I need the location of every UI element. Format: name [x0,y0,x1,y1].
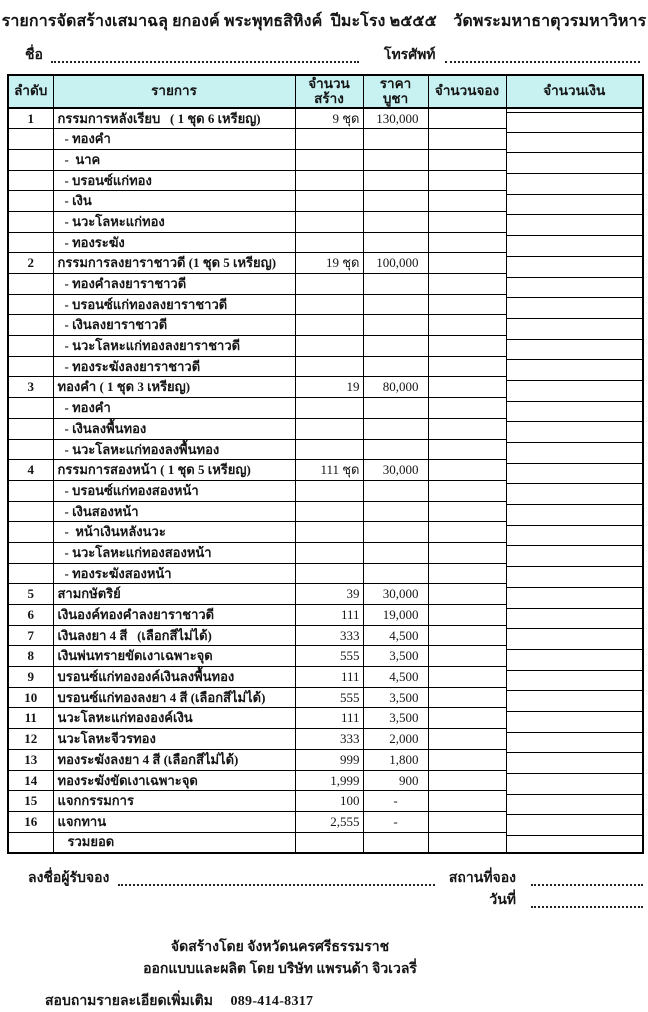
amount-cell [506,708,643,729]
qty-cell [295,522,363,543]
reserve-cell [428,211,506,232]
item-cell: กรรมการลงยาราชาวดี (1 ชุด 5 เหรียญ) [53,253,295,274]
amount-cell [506,191,643,212]
table-row [8,315,643,336]
price-cell [363,191,428,212]
qty-cell: 111 ชุด [295,460,363,481]
amount-cell [506,480,643,501]
item-cell: - ทองคำลงยาราชาวดี [53,274,295,295]
qty-cell: 9 ชุด [295,108,363,129]
contact-phone: 089-414-8317 [230,994,314,1010]
index-cell [8,439,53,460]
reserve-cell [428,480,506,501]
index-cell: 5 [8,584,53,605]
qty-cell: 333 [295,729,363,750]
table-row [8,791,643,812]
item-cell: - เงินลงยาราชาวดี [53,315,295,336]
table-row [8,749,643,770]
price-cell [363,211,428,232]
amount-cell [506,170,643,191]
qty-cell [295,149,363,170]
qty-cell [295,294,363,315]
price-cell [363,501,428,522]
price-cell [363,418,428,439]
qty-cell [295,336,363,357]
item-cell: - ทองระฆัง [53,232,295,253]
index-cell: 14 [8,770,53,791]
reserve-cell [428,605,506,626]
index-cell [8,398,53,419]
reserve-cell [428,439,506,460]
reserve-cell [428,356,506,377]
reserve-cell [428,377,506,398]
qty-cell: 1,999 [295,770,363,791]
amount-cell [506,542,643,563]
reserve-cell [428,542,506,563]
amount-cell [506,605,643,626]
table-row [8,149,643,170]
sign-label: ลงชื่อผู้รับจอง [28,870,110,886]
table-row [8,356,643,377]
table-row [8,584,643,605]
reserve-cell [428,294,506,315]
price-cell [363,439,428,460]
place-label: สถานที่จอง [448,870,516,886]
index-cell: 9 [8,667,53,688]
qty-cell [295,232,363,253]
name-fill-line [51,59,359,63]
index-cell [8,418,53,439]
table-row [8,211,643,232]
table-body [8,108,643,853]
reserve-cell [428,398,506,419]
phone-label: โทรศัพท์ [383,48,436,63]
producer-note [0,937,560,982]
amount-cell [506,418,643,439]
header-qty-line1: จำนวน [308,75,350,91]
created-by-line: จัดสร้างโดย จังหวัดนครศรีธรรมราช [170,939,390,955]
qty-cell [295,398,363,419]
table-row [8,646,643,667]
index-cell [8,832,53,853]
table-row [8,480,643,501]
index-cell [8,522,53,543]
date-fill-line [531,904,643,908]
reserve-cell [428,501,506,522]
item-cell: แจกกรรมการ [53,791,295,812]
table-row [8,563,643,584]
index-cell: 7 [8,625,53,646]
index-cell: 10 [8,687,53,708]
table-row [8,294,643,315]
item-cell: ทองระฆังขัดเงาเฉพาะจุด [53,770,295,791]
item-cell: - ทองคำ [53,398,295,419]
item-cell: - ทองระฆังสองหน้า [53,563,295,584]
price-cell [363,832,428,853]
index-cell [8,170,53,191]
qty-cell [295,211,363,232]
index-cell [8,356,53,377]
amount-cell [506,460,643,481]
price-cell [363,356,428,377]
qty-cell: 19 ชุด [295,253,363,274]
qty-cell [295,274,363,295]
item-cell: - ทองระฆังลงยาราชาวดี [53,356,295,377]
item-cell: เงินลงยา 4 สี (เลือกสีไม่ได้) [53,625,295,646]
reserve-cell [428,232,506,253]
order-table [7,74,644,854]
table-row [8,522,643,543]
index-cell: 12 [8,729,53,750]
index-cell [8,211,53,232]
table-row [8,191,643,212]
item-cell: รวมยอด [53,832,295,853]
table-row [8,625,643,646]
table-row [8,108,643,129]
amount-cell [506,398,643,419]
qty-cell: 39 [295,584,363,605]
reserve-cell [428,625,506,646]
index-cell: 3 [8,377,53,398]
item-cell: - บรอนซ์แก่ทอง [53,170,295,191]
signature-row-2 [28,889,643,911]
qty-cell [295,832,363,853]
qty-cell: 100 [295,791,363,812]
index-cell: 2 [8,253,53,274]
price-cell [363,398,428,419]
qty-cell: 19 [295,377,363,398]
price-cell [363,149,428,170]
qty-cell [295,356,363,377]
table-row [8,170,643,191]
amount-cell [506,770,643,791]
price-cell: 130,000 [363,108,428,129]
reserve-cell [428,667,506,688]
index-cell: 6 [8,605,53,626]
document-title: รายการจัดสร้างเสมาฉลุ ยกองค์ พระพุทธสิหิงค์ ปีมะโรง ๒๕๕๕ วัดพระมหาธาตุวรมหาวิหาร [1,13,647,30]
amount-cell [506,667,643,688]
item-cell: บรอนซ์แก่ทองลงยา 4 สี (เลือกสีไม่ได้) [53,687,295,708]
amount-cell [506,749,643,770]
amount-cell [506,646,643,667]
reserve-cell [428,253,506,274]
reserve-cell [428,274,506,295]
amount-cell [506,336,643,357]
reserve-cell [428,832,506,853]
item-cell: สามกษัตริย์ [53,584,295,605]
index-cell: 11 [8,708,53,729]
header-price-line1: ราคา [379,75,412,91]
item-cell: แจกทาน [53,811,295,832]
reserve-cell [428,336,506,357]
index-cell: 8 [8,646,53,667]
amount-cell [506,791,643,812]
price-cell: 3,500 [363,646,428,667]
amount-cell [506,625,643,646]
table-row [8,418,643,439]
reserve-cell [428,749,506,770]
price-cell [363,315,428,336]
price-cell: 4,500 [363,625,428,646]
price-cell: 900 [363,770,428,791]
qty-cell [295,439,363,460]
table-row [8,605,643,626]
qty-cell [295,191,363,212]
header-item: รายการ [53,75,295,108]
index-cell [8,232,53,253]
item-cell: - เงินลงพื้นทอง [53,418,295,439]
price-cell: 2,000 [363,729,428,750]
qty-cell: 555 [295,646,363,667]
index-cell [8,129,53,150]
table-row [8,729,643,750]
table-row [8,129,643,150]
table-row [8,811,643,832]
amount-cell [506,563,643,584]
amount-cell [506,211,643,232]
reserve-cell [428,791,506,812]
item-cell: บรอนซ์แก่ทององค์เงินลงพื้นทอง [53,667,295,688]
qty-cell: 2,555 [295,811,363,832]
qty-cell: 999 [295,749,363,770]
amount-cell [506,294,643,315]
reserve-cell [428,770,506,791]
amount-cell [506,129,643,150]
index-cell [8,149,53,170]
qty-cell: 111 [295,667,363,688]
amount-cell [506,439,643,460]
qty-cell: 555 [295,687,363,708]
price-cell: - [363,791,428,812]
index-cell [8,274,53,295]
signature-row-1 [28,867,643,889]
table-header-row [8,75,643,108]
index-cell [8,563,53,584]
header-price [363,75,428,108]
price-cell [363,294,428,315]
reserve-cell [428,811,506,832]
reserve-cell [428,315,506,336]
index-cell: 13 [8,749,53,770]
price-cell [363,232,428,253]
index-cell [8,336,53,357]
index-cell: 1 [8,108,53,129]
sign-fill-line [118,882,434,886]
reserve-cell [428,708,506,729]
amount-cell [506,356,643,377]
amount-cell [506,687,643,708]
item-cell: เงินพ่นทรายขัดเงาเฉพาะจุด [53,646,295,667]
table-row [8,542,643,563]
item-cell: เงินองค์ทองคำลงยาราชาวดี [53,605,295,626]
item-cell: - นวะโลหะแก่ทอง [53,211,295,232]
price-cell [363,274,428,295]
table-row [8,687,643,708]
amount-cell [506,584,643,605]
amount-cell [506,149,643,170]
item-cell: - นวะโลหะแก่ทองลงพื้นทอง [53,439,295,460]
designed-by-line: ออกแบบและผลิต โดย บริษัท แพรนด้า จิวเวลรี่ [143,962,417,978]
qty-cell: 111 [295,605,363,626]
index-cell: 15 [8,791,53,812]
item-cell: - เงิน [53,191,295,212]
index-cell: 16 [8,811,53,832]
reserve-cell [428,149,506,170]
header-amount: จำนวนเงิน [506,75,643,108]
item-cell: - นาค [53,149,295,170]
item-cell: - บรอนซ์แก่ทองสองหน้า [53,480,295,501]
item-cell: - นวะโลหะแก่ทองสองหน้า [53,542,295,563]
name-phone-line [25,43,640,66]
price-cell [363,129,428,150]
index-cell [8,501,53,522]
qty-cell [295,542,363,563]
item-cell: - หน้าเงินหลังนวะ [53,522,295,543]
item-cell: ทองระฆังลงยา 4 สี (เลือกสีไม่ได้) [53,749,295,770]
table-row [8,336,643,357]
item-cell: - บรอนซ์แก่ทองลงยาราชาวดี [53,294,295,315]
qty-cell [295,315,363,336]
index-cell [8,191,53,212]
table-row [8,377,643,398]
reserve-cell [428,522,506,543]
price-cell: 30,000 [363,460,428,481]
price-cell: 100,000 [363,253,428,274]
qty-cell: 333 [295,625,363,646]
table-row [8,667,643,688]
item-cell: - ทองคำ [53,129,295,150]
table-row [8,274,643,295]
item-cell: กรรมการสองหน้า ( 1 ชุด 5 เหรียญ) [53,460,295,481]
amount-cell [506,501,643,522]
index-cell [8,315,53,336]
amount-cell [506,108,643,129]
amount-cell [506,522,643,543]
table-row [8,460,643,481]
qty-cell [295,563,363,584]
table-row [8,708,643,729]
reserve-cell [428,191,506,212]
item-cell: นวะโลหะแก่ทององค์เงิน [53,708,295,729]
price-cell: 3,500 [363,687,428,708]
qty-cell [295,129,363,150]
price-cell: - [363,811,428,832]
reserve-cell [428,108,506,129]
qty-cell [295,418,363,439]
reserve-cell [428,460,506,481]
item-cell: - เงินสองหน้า [53,501,295,522]
index-cell [8,542,53,563]
reserve-cell [428,687,506,708]
header-qty-line2: สร้าง [314,90,344,106]
table-row [8,232,643,253]
reserve-cell [428,563,506,584]
header-reserve: จำนวนจอง [428,75,506,108]
date-label: วันที่ [489,892,516,908]
place-fill-line [531,882,643,886]
price-cell: 4,500 [363,667,428,688]
qty-cell [295,480,363,501]
header-index: ลำดับ [8,75,53,108]
header-price-line2: บูชา [382,90,409,106]
reserve-cell [428,129,506,150]
total-row [8,832,643,853]
amount-cell [506,729,643,750]
amount-cell [506,811,643,832]
table-row [8,501,643,522]
qty-cell [295,501,363,522]
amount-cell [506,253,643,274]
item-cell: ทองคำ ( 1 ชุด 3 เหรียญ) [53,377,295,398]
signature-block [28,867,643,911]
price-cell: 1,800 [363,749,428,770]
reserve-cell [428,170,506,191]
amount-cell [506,232,643,253]
price-cell: 3,500 [363,708,428,729]
table-row [8,439,643,460]
qty-cell [295,170,363,191]
name-label: ชื่อ [25,48,43,63]
price-cell [363,563,428,584]
reserve-cell [428,646,506,667]
reserve-cell [428,418,506,439]
amount-cell [506,377,643,398]
amount-cell [506,832,643,853]
contact-line [45,990,648,1012]
price-cell: 19,000 [363,605,428,626]
price-cell [363,170,428,191]
item-cell: - นวะโลหะแก่ทองลงยาราชาวดี [53,336,295,357]
header-qty [295,75,363,108]
item-cell: กรรมการหลังเรียบ ( 1 ชุด 6 เหรียญ) [53,108,295,129]
amount-cell [506,274,643,295]
table-row [8,398,643,419]
price-cell [363,480,428,501]
reserve-cell [428,584,506,605]
qty-cell: 111 [295,708,363,729]
price-cell: 30,000 [363,584,428,605]
amount-cell [506,315,643,336]
index-cell [8,480,53,501]
contact-label: สอบถามรายละเอียดเพิ่มเติม [45,994,213,1010]
table-row [8,253,643,274]
price-cell [363,336,428,357]
phone-fill-line [445,59,640,63]
index-cell: 4 [8,460,53,481]
price-cell: 80,000 [363,377,428,398]
price-cell [363,542,428,563]
item-cell: นวะโลหะจีวรทอง [53,729,295,750]
price-cell [363,522,428,543]
table-row [8,770,643,791]
reserve-cell [428,729,506,750]
index-cell [8,294,53,315]
